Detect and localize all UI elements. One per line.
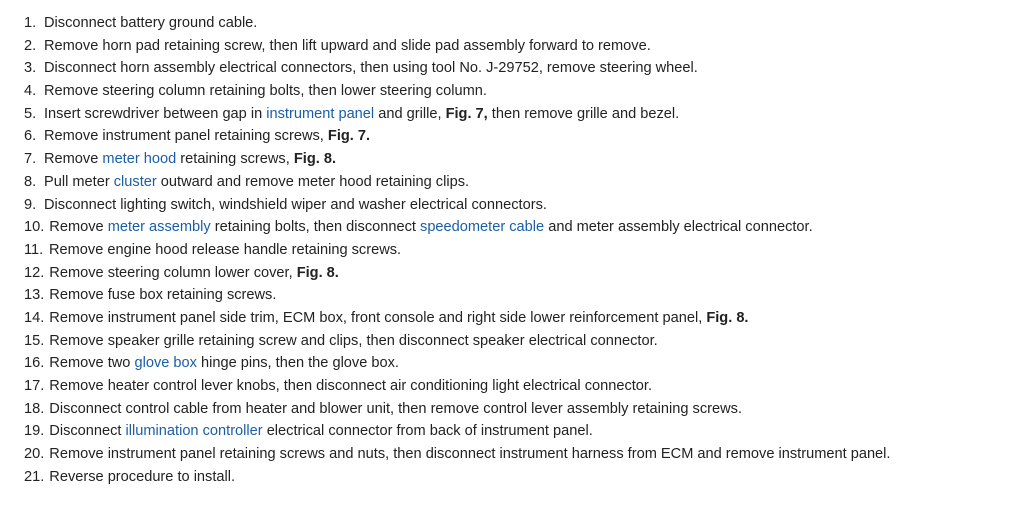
- procedure-step-7: [24, 148, 1012, 171]
- link-meter-hood[interactable]: meter hood: [102, 151, 177, 168]
- step-number: 15.: [24, 332, 45, 349]
- link-speedometer-cable[interactable]: speedometer cable: [420, 219, 545, 236]
- step-number: 13.: [24, 287, 45, 304]
- procedure-step-2: [24, 35, 1012, 58]
- procedure-step-19: [24, 420, 1012, 443]
- step-text: Disconnect lighting switch, windshield wiper and washer electrical connectors.: [44, 196, 547, 213]
- procedure-step-1: [24, 12, 1012, 35]
- step-text: Remove instrument panel retaining screws and nuts, then disconnect instrument harness from ECM and remove instrument panel.: [49, 446, 891, 463]
- step-text: outward and remove meter hood retaining clips.: [156, 173, 470, 190]
- step-number: 18.: [24, 400, 45, 417]
- procedure-step-5: [24, 103, 1012, 126]
- step-text: Remove engine hood release handle retaining screws.: [49, 241, 402, 258]
- step-number: 7.: [24, 151, 37, 168]
- step-number: 16.: [24, 355, 45, 372]
- figure-reference: Fig. 8.: [293, 151, 337, 168]
- step-text: and meter assembly electrical connector.: [544, 219, 813, 236]
- link-illumination-controller[interactable]: illumination controller: [125, 423, 263, 440]
- procedure-step-8: [24, 171, 1012, 194]
- step-text: Remove fuse box retaining screws.: [49, 287, 277, 304]
- step-number: 14.: [24, 309, 45, 326]
- step-number: 20.: [24, 446, 45, 463]
- step-number: 2.: [24, 37, 37, 54]
- figure-reference: Fig. 7,: [445, 105, 488, 122]
- step-text: Disconnect battery ground cable.: [44, 15, 258, 31]
- step-number: 8.: [24, 173, 37, 190]
- procedure-step-17: [24, 375, 1012, 398]
- step-number: 5.: [24, 105, 37, 122]
- step-text: Remove heater control lever knobs, then disconnect air conditioning light electrical connector.: [49, 378, 653, 394]
- step-text: then remove grille and bezel.: [487, 105, 680, 122]
- figure-reference: Fig. 8.: [706, 309, 749, 326]
- step-number: 12.: [24, 264, 45, 281]
- step-number: 4.: [24, 83, 37, 100]
- step-number: 9.: [24, 196, 37, 213]
- step-text: Pull meter: [44, 173, 114, 190]
- procedure-step-18: [24, 398, 1012, 421]
- procedure-step-16: [24, 352, 1012, 375]
- step-text: Remove steering column retaining bolts, then lower steering column.: [44, 83, 487, 100]
- step-text: and grille,: [374, 105, 446, 122]
- step-number: 19.: [24, 423, 45, 440]
- step-text: Remove speaker grille retaining screw and clips, then disconnect speaker electrical connector.: [49, 332, 658, 349]
- step-number: 11.: [24, 241, 44, 258]
- step-text: hinge pins, then the glove box.: [196, 355, 399, 372]
- procedure-step-14: [24, 307, 1012, 330]
- link-instrument-panel[interactable]: instrument panel: [266, 105, 375, 122]
- step-text: Remove horn pad retaining screw, then lift upward and slide pad assembly forward to remove.: [44, 37, 651, 54]
- step-text: electrical connector from back of instrument panel.: [262, 423, 593, 440]
- step-number: 3.: [24, 60, 37, 77]
- procedure-step-20: [24, 443, 1012, 466]
- step-text: Insert screwdriver between gap in: [44, 105, 267, 122]
- procedure-step-11: [24, 239, 1012, 262]
- procedure-step-9: [24, 194, 1012, 217]
- procedure-step-21: [24, 466, 1012, 489]
- step-number: 10.: [24, 219, 45, 236]
- step-number: 17.: [24, 378, 45, 394]
- link-cluster[interactable]: cluster: [113, 173, 157, 190]
- step-text: Remove two: [49, 355, 135, 372]
- step-text: Disconnect control cable from heater and blower unit, then remove control lever assembly retaining screws.: [49, 400, 743, 417]
- step-number: 6.: [24, 128, 37, 145]
- step-number: 21.: [24, 468, 45, 485]
- step-text: retaining bolts, then disconnect: [210, 219, 421, 236]
- procedure-step-10: [24, 216, 1012, 239]
- step-text: Remove steering column lower cover,: [49, 264, 297, 281]
- step-number: 1.: [24, 15, 37, 31]
- procedure-step-12: [24, 262, 1012, 285]
- figure-reference: Fig. 7.: [327, 128, 371, 145]
- procedure-step-3: [24, 57, 1012, 80]
- procedure-step-4: [24, 80, 1012, 103]
- step-text: Reverse procedure to install.: [49, 468, 236, 485]
- step-text: Remove instrument panel retaining screws,: [44, 128, 328, 145]
- procedure-step-15: [24, 330, 1012, 353]
- step-text: retaining screws,: [176, 151, 294, 168]
- figure-reference: Fig. 8.: [296, 264, 339, 281]
- procedure-step-6: [24, 125, 1012, 148]
- link-meter-assembly[interactable]: meter assembly: [107, 219, 211, 236]
- procedure-step-13: [24, 284, 1012, 307]
- step-text: Remove: [44, 151, 103, 168]
- step-text: Remove instrument panel side trim, ECM box, front console and right side lower reinforcement panel,: [49, 309, 707, 326]
- step-text: Disconnect: [49, 423, 126, 440]
- link-glove-box[interactable]: glove box: [134, 355, 197, 372]
- step-text: Disconnect horn assembly electrical connectors, then using tool No. J-29752, remove steering wheel.: [44, 60, 698, 77]
- step-text: Remove: [49, 219, 108, 236]
